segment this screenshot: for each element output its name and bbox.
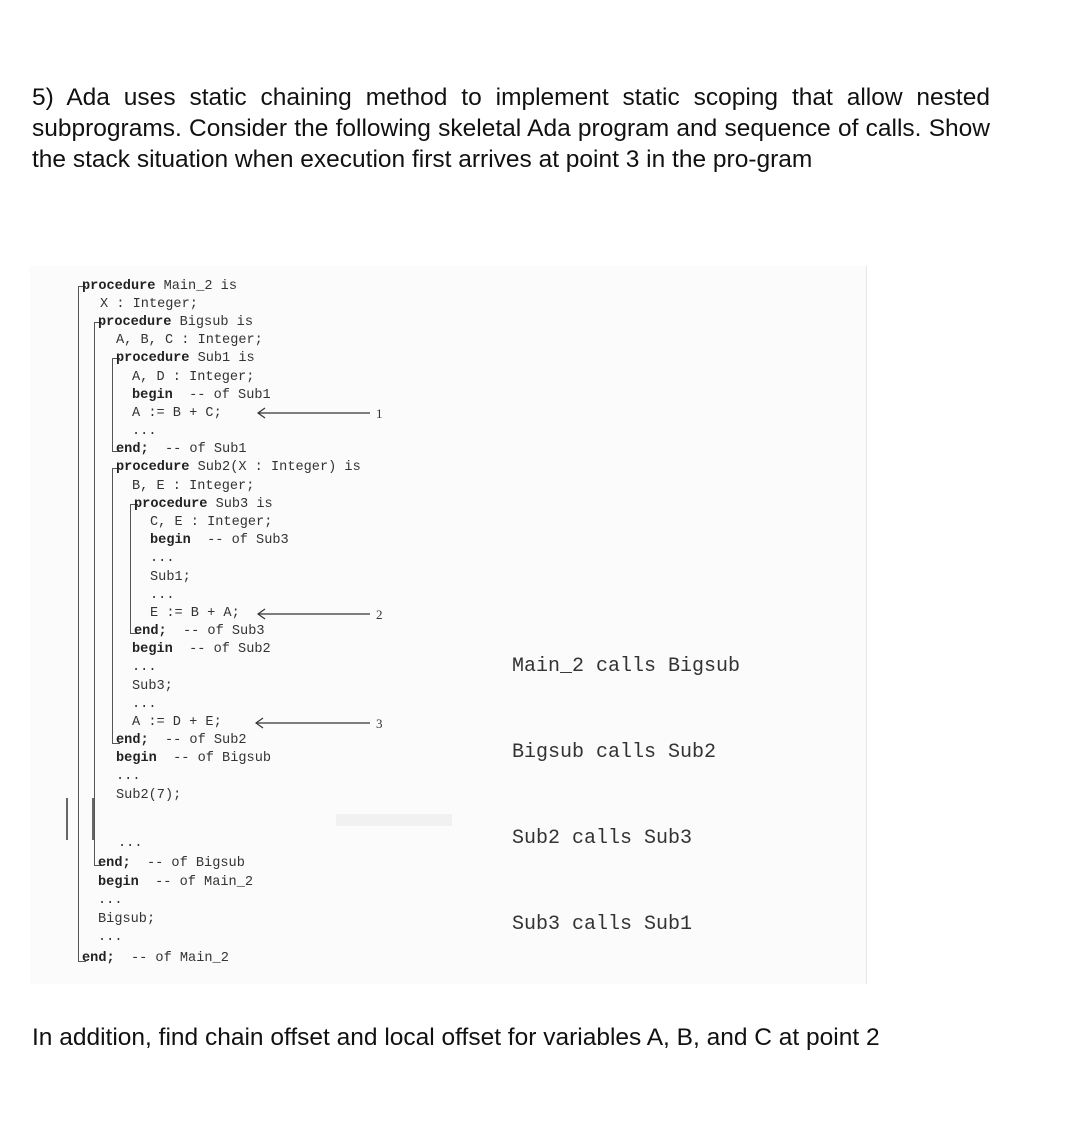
code-line: A := B + C; xyxy=(132,406,222,421)
code-line: ... xyxy=(132,424,157,439)
code-line: procedure Sub1 is xyxy=(116,351,255,366)
call-sequence xyxy=(512,596,740,996)
call-step: Sub3 calls Sub1 xyxy=(512,912,693,936)
question-text: 5) Ada uses static chaining method to implement static scoping that allow nested subprograms. Consider the following skeletal Ada program and sequence of calls. Show the stack situation when execution first arrives at point 3 in the pro-gram xyxy=(32,84,990,173)
code-line: ... xyxy=(116,769,141,784)
code-line: end; -- of Sub3 xyxy=(134,624,265,639)
call-step: Bigsub calls Sub2 xyxy=(512,740,717,764)
code-line: begin -- of Sub2 xyxy=(132,642,271,657)
arrow-point-3 xyxy=(256,716,383,731)
code-line: Sub1; xyxy=(150,570,191,585)
code-line: procedure Sub2(X : Integer) is xyxy=(116,460,361,475)
code-line: end; -- of Main_2 xyxy=(82,951,229,966)
code-line: ... xyxy=(118,836,143,851)
code-line: Sub2(7); xyxy=(116,788,182,803)
code-line: ... xyxy=(150,551,175,566)
code-line: end; -- of Bigsub xyxy=(98,856,245,871)
code-line: begin -- of Sub3 xyxy=(150,533,289,548)
code-line: B, E : Integer; xyxy=(132,479,255,494)
code-line: procedure Main_2 is xyxy=(82,279,237,294)
code-line: end; -- of Sub1 xyxy=(116,442,247,457)
code-line: E := B + A; xyxy=(150,606,240,621)
code-line: A, B, C : Integer; xyxy=(116,333,263,348)
arrow-point-2 xyxy=(258,607,383,622)
code-line: begin -- of Sub1 xyxy=(132,388,271,403)
point-1-label: 1 xyxy=(376,406,383,421)
point-2-label: 2 xyxy=(376,607,383,622)
code-line: ... xyxy=(132,697,157,712)
code-line: ... xyxy=(150,588,175,603)
code-line: ... xyxy=(132,660,157,675)
call-step: Sub2 calls Sub3 xyxy=(512,826,693,850)
code-listing xyxy=(30,266,866,984)
point-arrows xyxy=(30,266,866,984)
code-line: X : Integer; xyxy=(100,297,198,312)
code-line: Bigsub; xyxy=(98,912,156,927)
follow-up-question: In addition, find chain offset and local offset for variables A, B, and C at point 2 xyxy=(32,1024,880,1051)
call-step: Main_2 calls Bigsub xyxy=(512,655,741,679)
code-line: end; -- of Sub2 xyxy=(116,733,247,748)
code-line: ... xyxy=(98,930,123,945)
program-figure xyxy=(30,266,867,984)
arrow-point-1 xyxy=(258,406,383,421)
code-line: begin -- of Main_2 xyxy=(98,875,254,890)
code-line: begin -- of Bigsub xyxy=(116,751,272,766)
code-line: procedure Bigsub is xyxy=(98,315,253,330)
code-line: C, E : Integer; xyxy=(150,515,273,530)
code-line: A, D : Integer; xyxy=(132,370,255,385)
code-line: A := D + E; xyxy=(132,715,222,730)
code-line: procedure Sub3 is xyxy=(134,497,273,512)
code-line: ... xyxy=(98,893,123,908)
point-3-label: 3 xyxy=(376,716,383,731)
code-line: Sub3; xyxy=(132,679,173,694)
